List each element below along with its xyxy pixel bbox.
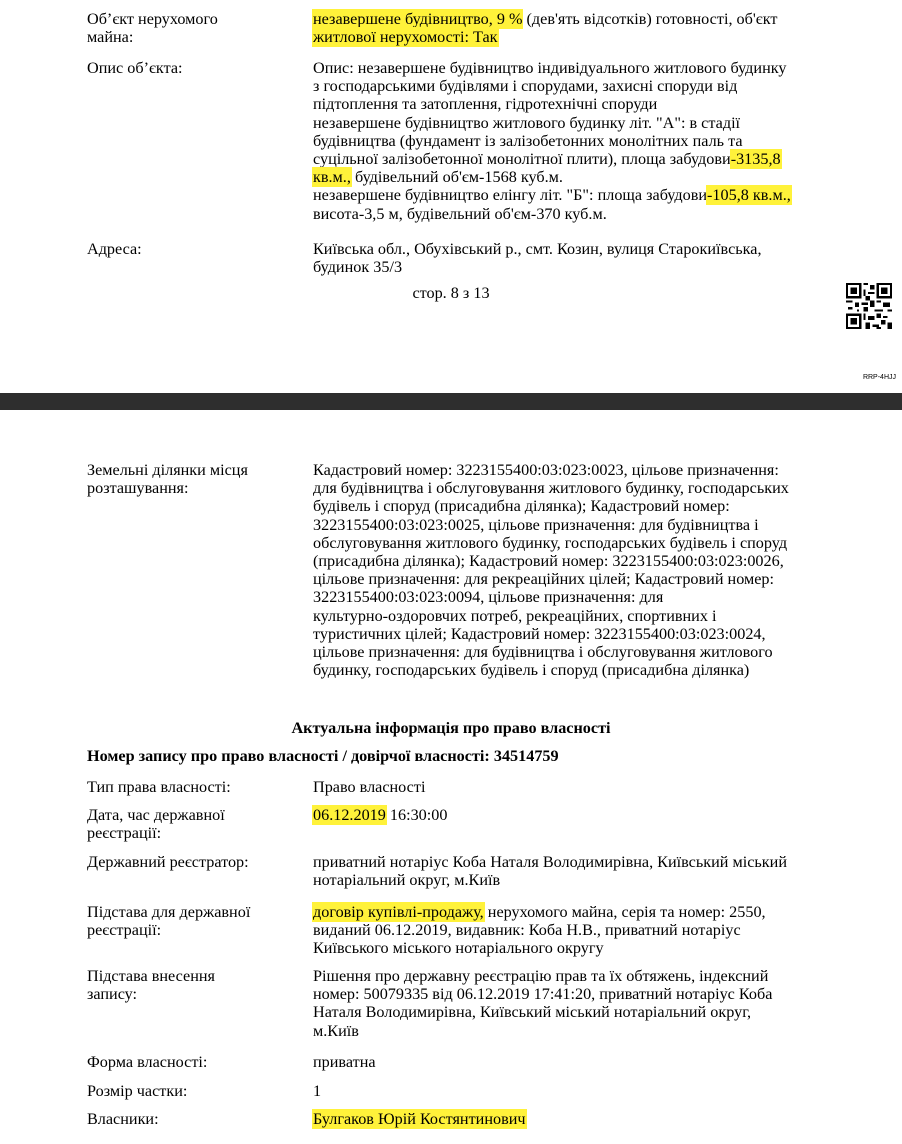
reg-date-value: 06.12.2019 16:30:00 <box>313 806 448 824</box>
share-value: 1 <box>313 1082 322 1100</box>
basis-label: Підстава для державної реєстрації: <box>87 903 251 940</box>
description-label: Опис об’єкта: <box>87 59 183 77</box>
description-value: Опис: незавершене будівництво індивідуального житлового будинку з господарськими будівлями і спорудами, захисні споруди від підтоплення та затоплення, гідротехнічні споруди незавершене будівництво житлового будинку літ. "А": в стадії будівництва (фундамент із залізобетонних монолітних паль та суцільної залізобетонної монолітної плити), площа забудови-3135,8 кв.м., будівельний об'єм-1568 куб.м. незавершене будівництво елінгу літ. "Б": площа забудови-105,8 кв.м., висота-3,5 м, будівельний об'єм-370 куб.м. <box>313 59 791 223</box>
ownership-form-label: Форма власності: <box>87 1053 208 1071</box>
owners-value <box>313 1110 893 1128</box>
highlight-reg-date: 06.12.2019 <box>313 806 386 824</box>
owners-label: Власники: <box>87 1110 159 1128</box>
land-label: Земельні ділянки місця розташування: <box>87 461 248 498</box>
entry-basis-value: Рішення про державну реєстрацію прав та їх обтяжень, індексний номер: 50079335 від 06.12.2019 17:41:20, приватний нотаріус Коба Наталя Володимирівна, Київський міський нотаріальний округ, м.Київ <box>313 967 773 1040</box>
land-value: Кадастровий номер: 3223155400:03:023:0023, цільове призначення: для будівництва і обслуговування житлового будинку, господарських будівель і споруд (присадибна ділянка); Кадастровий номер: 3223155400:03:023:0025, цільове призначення: для будівництва і обслуговування житлового будинку, господарських будівель і споруд (присадибна ділянка); Кадастровий номер: 3223155400:03:023:0026, цільове призначення: для рекреаційних цілей; Кадастровий номер: 3223155400:03:023:0094, цільове призначення: для культурно-оздоровчих потреб, рекреаційних, спортивних і туристичних цілей; Кадастровий номер: 3223155400:03:023:0024, цільове призначення: для будівництва і обслуговування житлового будинку, господарських будівель і споруд (присадибна ділянка) <box>313 461 789 680</box>
ownership-type-value: Право власності <box>313 778 426 796</box>
address-label: Адреса: <box>87 240 142 258</box>
qr-caption: RRP-4HJJ <box>862 374 896 381</box>
highlight-contract: договір купівлі-продажу, <box>313 903 484 921</box>
highlight-area-b: -105,8 кв.м., <box>707 186 791 205</box>
basis-value: договір купівлі-продажу, нерухомого майна, серія та номер: 2550, виданий 06.12.2019, видавник: Коба Н.В., приватний нотаріус Київського міського нотаріального округу <box>313 903 766 958</box>
document-page-bottom <box>0 410 902 1144</box>
object-label: Об’єкт нерухомого майна: <box>87 10 218 47</box>
entry-basis-label: Підстава внесення запису: <box>87 967 215 1004</box>
document-page-top <box>0 0 902 393</box>
highlight-owner: Булгаков Юрій Костянтинович <box>313 1110 526 1128</box>
record-heading: Номер запису про право власності / довірчої власності: 34514759 <box>87 747 559 765</box>
page-separator <box>0 393 902 410</box>
highlight-residential: житлової нерухомості: Так <box>313 28 498 47</box>
section-title: Актуальна інформація про право власності <box>291 719 611 737</box>
page-number: стор. 8 з 13 <box>412 284 490 302</box>
highlight-area-a-unit: кв.м., <box>313 168 351 187</box>
share-label: Розмір частки: <box>87 1082 188 1100</box>
ownership-type-label: Тип права власності: <box>87 778 231 796</box>
highlight-area-a: -3135,8 <box>730 150 781 169</box>
address-value: Київська обл., Обухівський р., смт. Козин, вулиця Старокиївська, будинок 35/3 <box>313 240 762 277</box>
object-value: незавершене будівництво, 9 % (дев'ять відсотків) готовності, об'єкт житлової нерухомості: Так <box>313 10 778 47</box>
highlight-object-type: незавершене будівництво, 9 % <box>313 10 523 28</box>
reg-date-label: Дата, час державної реєстрації: <box>87 806 225 843</box>
registrar-label: Державний реєстратор: <box>87 853 249 871</box>
ownership-form-value: приватна <box>313 1053 376 1071</box>
qr-code-icon <box>846 283 892 329</box>
registrar-value: приватний нотаріус Коба Наталя Володимирівна, Київський міський нотаріальний округ, м.Київ <box>313 853 787 890</box>
